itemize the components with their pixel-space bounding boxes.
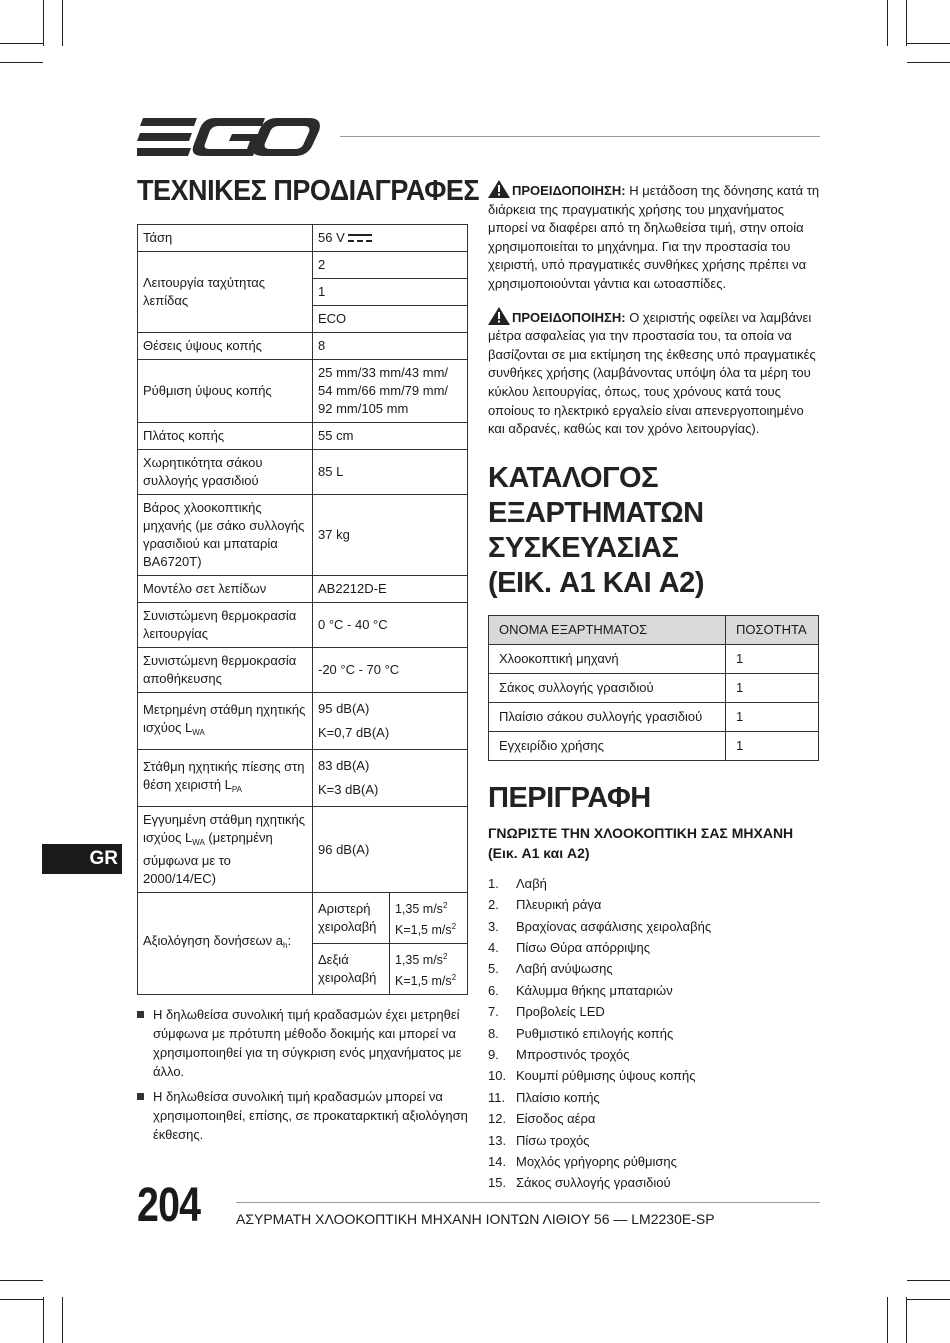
item-label: Πλευρική ράγα [516,897,602,913]
item-number: 10. [488,1068,507,1084]
item-number: 1. [488,875,499,891]
ego-logo [137,116,321,158]
warning-triangle-icon [488,180,510,198]
item-number: 8. [488,1025,499,1041]
spec-label [138,893,313,995]
vib-handle-label: Δεξιά χειρολαβή [313,944,390,995]
table-row [138,750,468,807]
subtitle-line: (Εικ. A1 και A2) [488,844,590,861]
list-item [488,1172,821,1193]
item-number: 14. [488,1154,507,1169]
item-label: Λαβή [516,875,547,891]
subscript: WA [192,727,205,737]
list-item [488,980,821,1001]
description-title: ΠΕΡΙΓΡΑΦΗ [488,781,651,814]
left-column [137,172,480,1150]
item-label: Σάκος συλλογής γρασιδιού [516,1175,671,1191]
spec-label: Μοντέλο σετ λεπίδων [138,576,313,603]
accessories-table [488,615,819,761]
header-rule [340,136,820,137]
voltage-value: 56 V [318,230,345,245]
crop-mark [43,1297,44,1343]
accessory-name: Χλοοκοπτική μηχανή [489,644,726,673]
note-text: Η δηλωθείσα συνολική τιμή κραδασμών μπορεί να χρησιμοποιηθεί, επίσης, σε προκαταρκτική αξιολόγηση έκθεσης. [153,1089,468,1142]
table-row [138,252,468,279]
table-row [138,333,468,360]
warning-head: ΠΡΟΕΙΔΟΠΟΙΗΣΗ: [512,183,626,198]
vib-left-value: 1,35 m/s [395,902,443,916]
table-row [138,495,468,576]
sound-pressure-k: K=3 dB(A) [318,782,379,797]
table-header-row [489,615,819,644]
vib-value [390,893,468,944]
warning-text: Η μετάδοση της δόνησης κατά τη διάρκεια της πραγματικής χρήσης του μηχανήματος μπορεί να διαφέρει από τη δηλωθείσα τιμή, στην οποία χρησιμοποιείται το μηχάνημα. Για την προστασία του χειριστή, υπό πραγματικές συνθήκες χρήσης πρέπει να χρησιμοποιούνται γάντια και ωτοασπίδες. [488,183,820,291]
superscript: 2 [451,973,457,982]
title-line: (ΕΙΚ. A1 ΚΑΙ A2) [488,566,704,599]
spec-label: Θέσεις ύψους κοπής [138,333,313,360]
table-row [489,702,819,731]
spec-value: 85 L [313,450,468,495]
table-row [489,731,819,760]
spec-label: Πλάτος κοπής [138,423,313,450]
vibration-label: Αξιολόγηση δονήσεων a [143,933,283,948]
item-number: 4. [488,939,499,955]
list-item [488,1151,821,1172]
crop-mark [62,0,63,46]
list-item [137,1005,468,1081]
item-number: 3. [488,918,499,934]
right-column [488,180,821,1194]
spec-value: 8 [313,333,468,360]
spec-value: 96 dB(A) [313,807,468,893]
vib-right-k: K=1,5 m/s [395,974,452,988]
warning-triangle-icon [488,307,510,325]
superscript: 2 [442,901,448,910]
spec-table [137,224,468,995]
table-row [138,360,468,423]
crop-mark [0,1280,43,1281]
warning-paragraph [488,180,821,294]
vib-value [390,944,468,995]
crop-mark [907,62,950,63]
item-number: 15. [488,1175,507,1191]
list-item [137,1087,468,1144]
list-item [488,1130,821,1151]
guaranteed-label: Εγγυημένη στάθμη ηχητικής ισχύος L [143,812,305,845]
accessory-name: Εγχειρίδιο χρήσης [489,731,726,760]
item-number: 11. [488,1089,506,1105]
crop-mark [907,1280,950,1281]
guaranteed-label-rest: (μετρημένη σύμφωνα με το 2000/14/EC) [143,830,273,886]
accessory-qty: 1 [726,702,819,731]
item-number: 6. [488,982,499,998]
spec-value: ECO [313,306,468,333]
sound-power-value: 95 dB(A) [318,701,370,716]
table-row [489,673,819,702]
crop-mark [887,1297,888,1343]
spec-value [313,225,468,252]
spec-label [138,693,313,750]
item-label: Είσοδος αέρα [516,1111,596,1127]
accessory-name: Σάκος συλλογής γρασιδιού [489,673,726,702]
spec-value: 0 °C - 40 °C [313,603,468,648]
spec-label: Χωρητικότητα σάκου συλλογής γρασιδιού [138,450,313,495]
sound-pressure-value: 83 dB(A) [318,758,370,773]
subscript: PA [231,784,242,794]
list-item [488,958,821,979]
vibration-colon: : [287,933,292,948]
vib-left-k: K=1,5 m/s [395,923,452,937]
crop-mark [906,1297,907,1343]
list-item [488,1065,821,1086]
spec-label [138,750,313,807]
table-row [138,450,468,495]
footer-rule [236,1202,820,1203]
language-tab: GR [42,844,122,874]
spec-label: Συνιστώμενη θερμοκρασία αποθήκευσης [138,648,313,693]
table-row [138,225,468,252]
title-line: ΕΞΑΡΤΗΜΑΤΩΝ [488,496,704,529]
subscript: h [283,941,288,950]
sound-power-k: K=0,7 dB(A) [318,725,390,740]
crop-mark [0,43,43,44]
list-item [488,1044,821,1065]
spec-value [313,750,468,807]
list-item [488,1108,821,1129]
item-label: Μοχλός γρήγορης ρύθμισης [516,1154,677,1169]
table-row [138,576,468,603]
column-header: ΟΝΟΜΑ ΕΞΑΡΤΗΜΑΤΟΣ [489,615,726,644]
list-item [488,894,821,915]
item-label: Λαβή ανύψωσης [516,961,613,977]
accessory-qty: 1 [726,731,819,760]
spec-label: Τάση [138,225,313,252]
notes-list [137,1005,468,1144]
parts-list [488,873,821,1194]
column-header: ΠΟΣΟΤΗΤΑ [726,615,819,644]
list-item [488,1001,821,1022]
list-item [488,1087,821,1108]
vib-right-value: 1,35 m/s [395,953,443,967]
list-item [488,873,821,894]
crop-mark [62,1297,63,1343]
spec-label: Λειτουργία ταχύτητας λεπίδας [138,252,313,333]
item-number: 5. [488,961,499,977]
item-number: 9. [488,1046,499,1062]
title-line: ΣΥΣΚΕΥΑΣΙΑΣ [488,531,679,564]
superscript: 2 [451,922,457,931]
spec-value: -20 °C - 70 °C [313,648,468,693]
item-label: Βραχίονας ασφάλισης χειρολαβής [516,918,712,934]
crop-mark [906,0,907,46]
table-row [138,693,468,750]
item-number: 7. [488,1004,499,1020]
accessory-qty: 1 [726,673,819,702]
sound-power-label: Μετρημένη στάθμη ηχητικής ισχύος L [143,701,306,735]
spec-value: AB2212D-E [313,576,468,603]
crop-mark [907,1299,950,1300]
warning-head: ΠΡΟΕΙΔΟΠΟΙΗΣΗ: [512,309,626,325]
item-number: 12. [488,1111,507,1127]
item-number: 2. [488,897,499,913]
spec-value: 37 kg [313,495,468,576]
dc-symbol-icon [348,234,372,243]
table-row [138,648,468,693]
list-item [488,916,821,937]
item-label: Κάλυμμα θήκης μπαταριών [516,982,673,998]
title-line: ΚΑΤΑΛΟΓΟΣ [488,461,658,494]
list-item [488,1023,821,1044]
table-row [138,603,468,648]
footer-text: ΑΣΥΡΜΑΤΗ ΧΛΟΟΚΟΠΤΙΚΗ ΜΗΧΑΝΗ ΙΟΝΤΩΝ ΛΙΘΙΟΥ 56 — LM2230E-SP [236,1211,715,1227]
spec-value: 2 [313,252,468,279]
square-bullet-icon [137,1093,144,1100]
item-label: Ρυθμιστικό επιλογής κοπής [516,1025,674,1041]
table-row [138,893,468,944]
superscript: 2 [442,952,448,961]
spec-label [138,807,313,893]
crop-mark [43,0,44,46]
item-label: Μπροστινός τροχός [516,1046,630,1062]
crop-mark [0,62,43,63]
spec-value: 25 mm/33 mm/43 mm/ 54 mm/66 mm/79 mm/ 92 mm/105 mm [313,360,468,423]
vib-handle-label: Αριστερή χειρολαβή [313,893,390,944]
item-label: Πίσω τροχός [516,1132,590,1148]
item-label: Κουμπί ρύθμισης ύψους κοπής [516,1068,696,1084]
table-row [138,807,468,893]
crop-mark [887,0,888,46]
item-label: Πλαίσιο κοπής [516,1089,600,1105]
description-subtitle [488,823,821,863]
spec-label: Συνιστώμενη θερμοκρασία λειτουργίας [138,603,313,648]
item-number: 13. [488,1132,507,1148]
accessories-title [488,461,821,601]
warning-paragraph [488,307,821,439]
note-text: Η δηλωθείσα συνολική τιμή κραδασμών έχει μετρηθεί σύμφωνα με πρότυπη μέθοδο δοκιμής και μπορεί να χρησιμοποιηθεί για τη σύγκριση ενός μηχανήματος με άλλο. [153,1007,462,1079]
list-item [488,937,821,958]
accessory-name: Πλαίσιο σάκου συλλογής γρασιδιού [489,702,726,731]
spec-value: 1 [313,279,468,306]
subtitle-line: ΓΝΩΡΙΣΤΕ ΤΗΝ ΧΛΟΟΚΟΠΤΙΚΗ ΣΑΣ ΜΗΧΑΝΗ [488,824,794,841]
item-label: Προβολείς LED [516,1004,605,1020]
item-label: Πίσω Θύρα απόρριψης [516,939,650,955]
table-row [138,423,468,450]
page-number: 204 [137,1179,201,1232]
spec-label: Βάρος χλοοκοπτικής μηχανής (με σάκο συλλογής γρασιδιού και μπαταρία BA6720T) [138,495,313,576]
crop-mark [0,1299,43,1300]
crop-mark [907,43,950,44]
spec-value [313,693,468,750]
square-bullet-icon [137,1011,144,1018]
subscript: WA [192,838,205,847]
table-row [489,644,819,673]
spec-value: 55 cm [313,423,468,450]
warning-text: Ο χειριστής οφείλει να λαμβάνει μέτρα ασφαλείας για την προστασία του, τα οποία να βασίζονται σε μια εκτίμηση της έκθεσης υπό πραγματικές συνθήκες χρήσης (λαμβάνοντας υπόψη όλα τα μέρη του κύκλου λειτουργίας, όπως, τους χρόνους κατά τους οποίους το ηλεκτρικό εργαλείο είναι απενεργοποιημένο και αδρανές, καθώς και τον χρόνο λειτουργίας). [488,309,816,437]
accessory-qty: 1 [726,644,819,673]
spec-label: Ρύθμιση ύψους κοπής [138,360,313,423]
spec-title: ΤΕΧΝΙΚΕΣ ΠΡΟΔΙΑΓΡΑΦΕΣ [137,175,480,207]
sound-pressure-label: Στάθμη ηχητικής πίεσης στη θέση χειριστή L [143,758,305,792]
